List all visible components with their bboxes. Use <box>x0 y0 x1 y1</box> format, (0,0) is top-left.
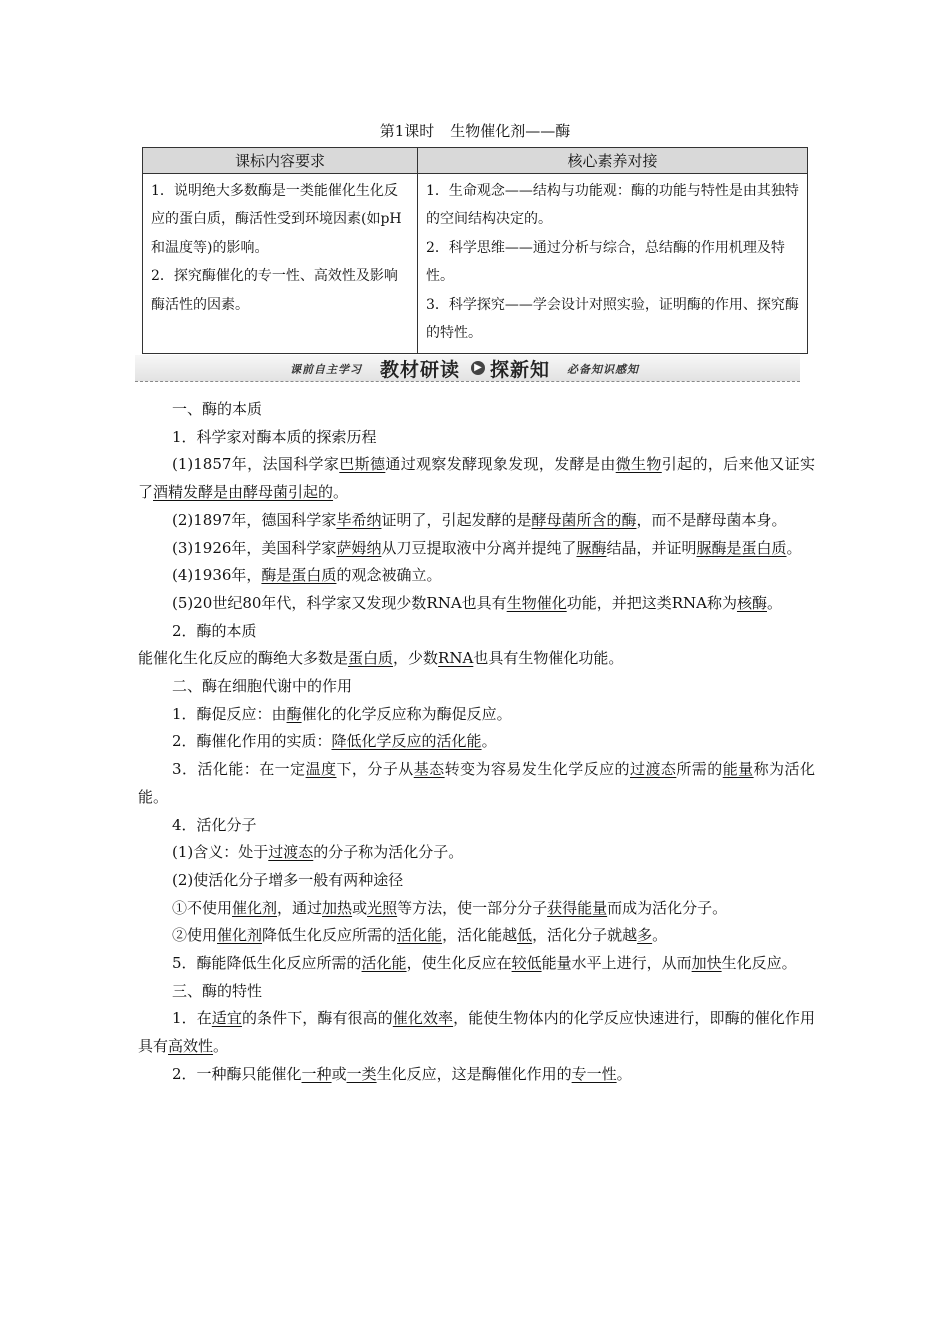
lesson-number: 第1课时 <box>379 122 435 140</box>
paragraph-text: ，使生化反应在 <box>406 954 512 973</box>
page-title <box>0 120 950 142</box>
competency-item: 2．科学思维——通过分析与综合，总结酶的作用机理及特性。 <box>426 239 785 285</box>
paragraph <box>138 673 815 701</box>
paragraph-text: 三、酶的特性 <box>172 981 263 1000</box>
underlined-answer: 光照 <box>367 898 398 917</box>
paragraph <box>138 451 815 506</box>
competencies-cell <box>418 174 808 354</box>
paragraph-text: 。 <box>616 1064 632 1083</box>
paragraph-text: 的分子称为活化分子。 <box>313 843 464 862</box>
paragraph-text: 4．活化分子 <box>172 815 257 834</box>
underlined-answer: 过渡态 <box>630 760 677 779</box>
paragraph <box>138 812 815 840</box>
underlined-answer: 能量 <box>722 760 754 779</box>
paragraph-text: 或 <box>331 1064 347 1083</box>
competency-item: 1．生命观念——结构与功能观：酶的功能与特性是由其独特的空间结构决定的。 <box>426 183 799 228</box>
banner-left-label: 课前自主学习 <box>290 363 362 376</box>
underlined-answer: 加热 <box>322 898 353 917</box>
paragraph-text: 能催化生化反应的酶绝大多数是 <box>138 649 349 668</box>
paragraph-text: 的观念被确立。 <box>336 566 442 585</box>
underlined-answer: 活化能 <box>397 926 443 945</box>
paragraph <box>138 839 815 867</box>
underlined-answer: 获得能量 <box>547 898 608 917</box>
underlined-answer: 降低化学反应的活化能 <box>331 732 482 751</box>
paragraph-text: (5)20世纪80年代，科学家又发现少数RNA也具有 <box>172 593 507 612</box>
paragraph-text: 结晶，并证明 <box>606 538 697 557</box>
paragraph-text: 下，分子从 <box>336 760 414 779</box>
underlined-answer: 活化能 <box>361 954 407 973</box>
paragraph-text: ，活化分子就越 <box>532 926 638 945</box>
paragraph-text: 2．酶的本质 <box>172 621 257 640</box>
paragraph-text: ②使用 <box>172 926 218 945</box>
paragraph-text: 5．酶能降低生化反应所需的 <box>172 954 362 973</box>
body-text <box>138 396 815 1089</box>
paragraph <box>138 535 815 563</box>
paragraph-text: 3．活化能：在一定 <box>172 760 306 779</box>
paragraph-text: 1．酶促反应：由 <box>172 704 287 723</box>
arrow-right-icon: ▶ <box>471 361 485 375</box>
paragraph-text: ，能使生物体内的化学反应快速进行，即酶的催化作用具有 <box>138 1009 815 1056</box>
underlined-answer: 专一性 <box>571 1064 617 1083</box>
underlined-answer: 核酶 <box>736 593 767 612</box>
paragraph <box>138 950 815 978</box>
paragraph <box>138 728 815 756</box>
paragraph-text: (2)1897年，德国科学家 <box>172 510 337 529</box>
underlined-answer: 酵母菌所含的酶 <box>531 510 637 529</box>
table-header-competencies: 核心素养对接 <box>418 148 808 174</box>
paragraph-text: 。 <box>652 926 668 945</box>
underlined-answer: 过渡态 <box>268 843 314 862</box>
underlined-answer: 脲酶是蛋白质 <box>696 538 787 557</box>
underlined-answer: 一种 <box>301 1064 332 1083</box>
paragraph-text: (1)1857年，法国科学家 <box>172 455 340 474</box>
paragraph-text: 通过观察发酵现象发现，发酵是由 <box>385 455 616 474</box>
banner-right-label: 必备知识感知 <box>567 363 639 376</box>
paragraph-text: 能量水平上进行，从而 <box>541 954 692 973</box>
paragraph-text: 降低生化反应所需的 <box>262 926 398 945</box>
paragraph <box>138 1061 815 1089</box>
underlined-answer: 巴斯德 <box>339 455 386 474</box>
paragraph <box>138 978 815 1006</box>
paragraph-text: 一、酶的本质 <box>172 400 263 418</box>
underlined-answer: 生物催化 <box>506 593 567 612</box>
banner-title-part1: 教材研读 <box>380 359 461 381</box>
paragraph-text: 而成为活化分子。 <box>607 898 728 917</box>
paragraph-text: 从刀豆提取液中分离并提纯了 <box>381 538 577 557</box>
underlined-answer: 高效性 <box>168 1037 214 1056</box>
underlined-answer: RNA <box>438 649 474 668</box>
paragraph <box>138 562 815 590</box>
paragraph <box>138 618 815 646</box>
underlined-answer: 酒精发酵是由酵母菌引起的 <box>153 483 334 502</box>
underlined-answer: 酶是蛋白质 <box>261 566 337 585</box>
underlined-answer: 加快 <box>691 954 722 973</box>
paragraph <box>138 867 815 895</box>
underlined-answer: 脲酶 <box>576 538 607 557</box>
requirement-item: 1．说明绝大多数酶是一类能催化生化反应的蛋白质，酶活性受到环境因素(如pH和温度等)的影响。 <box>151 183 402 256</box>
paragraph-text: ，而不是酵母菌本身。 <box>636 510 787 529</box>
underlined-answer: 萨姆纳 <box>336 538 382 557</box>
underlined-answer: 适宜 <box>211 1009 242 1028</box>
paragraph-text: 引起的，后来他又证实了 <box>138 455 815 502</box>
paragraph-text: 1．科学家对酶本质的探索历程 <box>172 427 377 446</box>
lesson-topic: 生物催化剂——酶 <box>450 122 571 140</box>
paragraph <box>138 701 815 729</box>
underlined-answer: 基态 <box>413 760 445 779</box>
underlined-answer: 微生物 <box>615 455 662 474</box>
paragraph <box>138 756 815 811</box>
paragraph-text: 称为活化能。 <box>138 760 815 806</box>
paragraph-text: ①不使用 <box>172 898 233 917</box>
paragraph-text: 2．酶催化作用的实质： <box>172 732 332 751</box>
paragraph <box>138 507 815 535</box>
paragraph-text: 2．一种酶只能催化 <box>172 1064 302 1083</box>
underlined-answer: 催化剂 <box>232 898 278 917</box>
underlined-answer: 温度 <box>305 760 337 779</box>
table-header-requirements: 课标内容要求 <box>143 148 418 174</box>
underlined-answer: 催化剂 <box>217 926 263 945</box>
paragraph-text: ，活化能越 <box>442 926 518 945</box>
paragraph-text: 。 <box>333 483 349 502</box>
paragraph-text: 。 <box>786 538 802 557</box>
underlined-answer: 一类 <box>346 1064 377 1083</box>
requirement-item: 2．探究酶催化的专一性、高效性及影响酶活性的因素。 <box>151 268 398 313</box>
paragraph-text: 转变为容易发生化学反应的 <box>444 760 631 779</box>
curriculum-table <box>142 147 808 354</box>
underlined-answer: 催化效率 <box>392 1009 454 1028</box>
underlined-answer: 低 <box>517 926 533 945</box>
paragraph-text: 。 <box>766 593 782 612</box>
paragraph-text: (3)1926年，美国科学家 <box>172 538 337 557</box>
underlined-answer: 蛋白质 <box>348 649 394 668</box>
paragraph-text: 证明了，引起发酵的是 <box>381 510 532 529</box>
paragraph-text: (4)1936年， <box>172 566 262 585</box>
section-banner <box>135 355 800 382</box>
paragraph <box>138 922 815 950</box>
paragraph-text: ，少数 <box>393 649 439 668</box>
paragraph-text: 也具有生物催化功能。 <box>473 649 624 668</box>
underlined-answer: 毕希纳 <box>336 510 382 529</box>
banner-title-part2: 探新知 <box>490 359 551 381</box>
paragraph-text: 功能，并把这类RNA称为 <box>566 593 737 612</box>
paragraph <box>138 1005 815 1060</box>
paragraph-text: 或 <box>352 898 368 917</box>
paragraph-text: 的条件下，酶有很高的 <box>241 1009 393 1028</box>
paragraph-text: ，通过 <box>277 898 323 917</box>
paragraph-text: 生化反应。 <box>721 954 797 973</box>
underlined-answer: 多 <box>637 926 653 945</box>
underlined-answer: 酶 <box>286 704 302 723</box>
paragraph-text: 。 <box>481 732 497 751</box>
paragraph-text: 。 <box>213 1037 229 1056</box>
paragraph-text: (2)使活化分子增多一般有两种途径 <box>172 870 404 889</box>
underlined-answer: 较低 <box>511 954 542 973</box>
paragraph <box>138 590 815 618</box>
paragraph-text: 1．在 <box>172 1009 212 1028</box>
paragraph-text: 二、酶在细胞代谢中的作用 <box>172 677 353 696</box>
table-row <box>143 174 808 354</box>
paragraph <box>138 645 815 673</box>
requirements-cell <box>143 174 418 354</box>
paragraph <box>138 424 815 452</box>
paragraph-text: 催化的化学反应称为酶促反应。 <box>301 704 512 723</box>
paragraph <box>138 396 815 424</box>
paragraph-text: 生化反应，这是酶催化作用的 <box>376 1064 572 1083</box>
competency-item: 3．科学探究——学会设计对照实验，证明酶的作用、探究酶的特性。 <box>426 296 799 342</box>
paragraph-text: 等方法，使一部分分子 <box>397 898 548 917</box>
table-header-row <box>143 148 808 174</box>
paragraph-text: 所需的 <box>676 760 723 779</box>
paragraph <box>138 895 815 923</box>
paragraph-text: (1)含义：处于 <box>172 843 269 862</box>
